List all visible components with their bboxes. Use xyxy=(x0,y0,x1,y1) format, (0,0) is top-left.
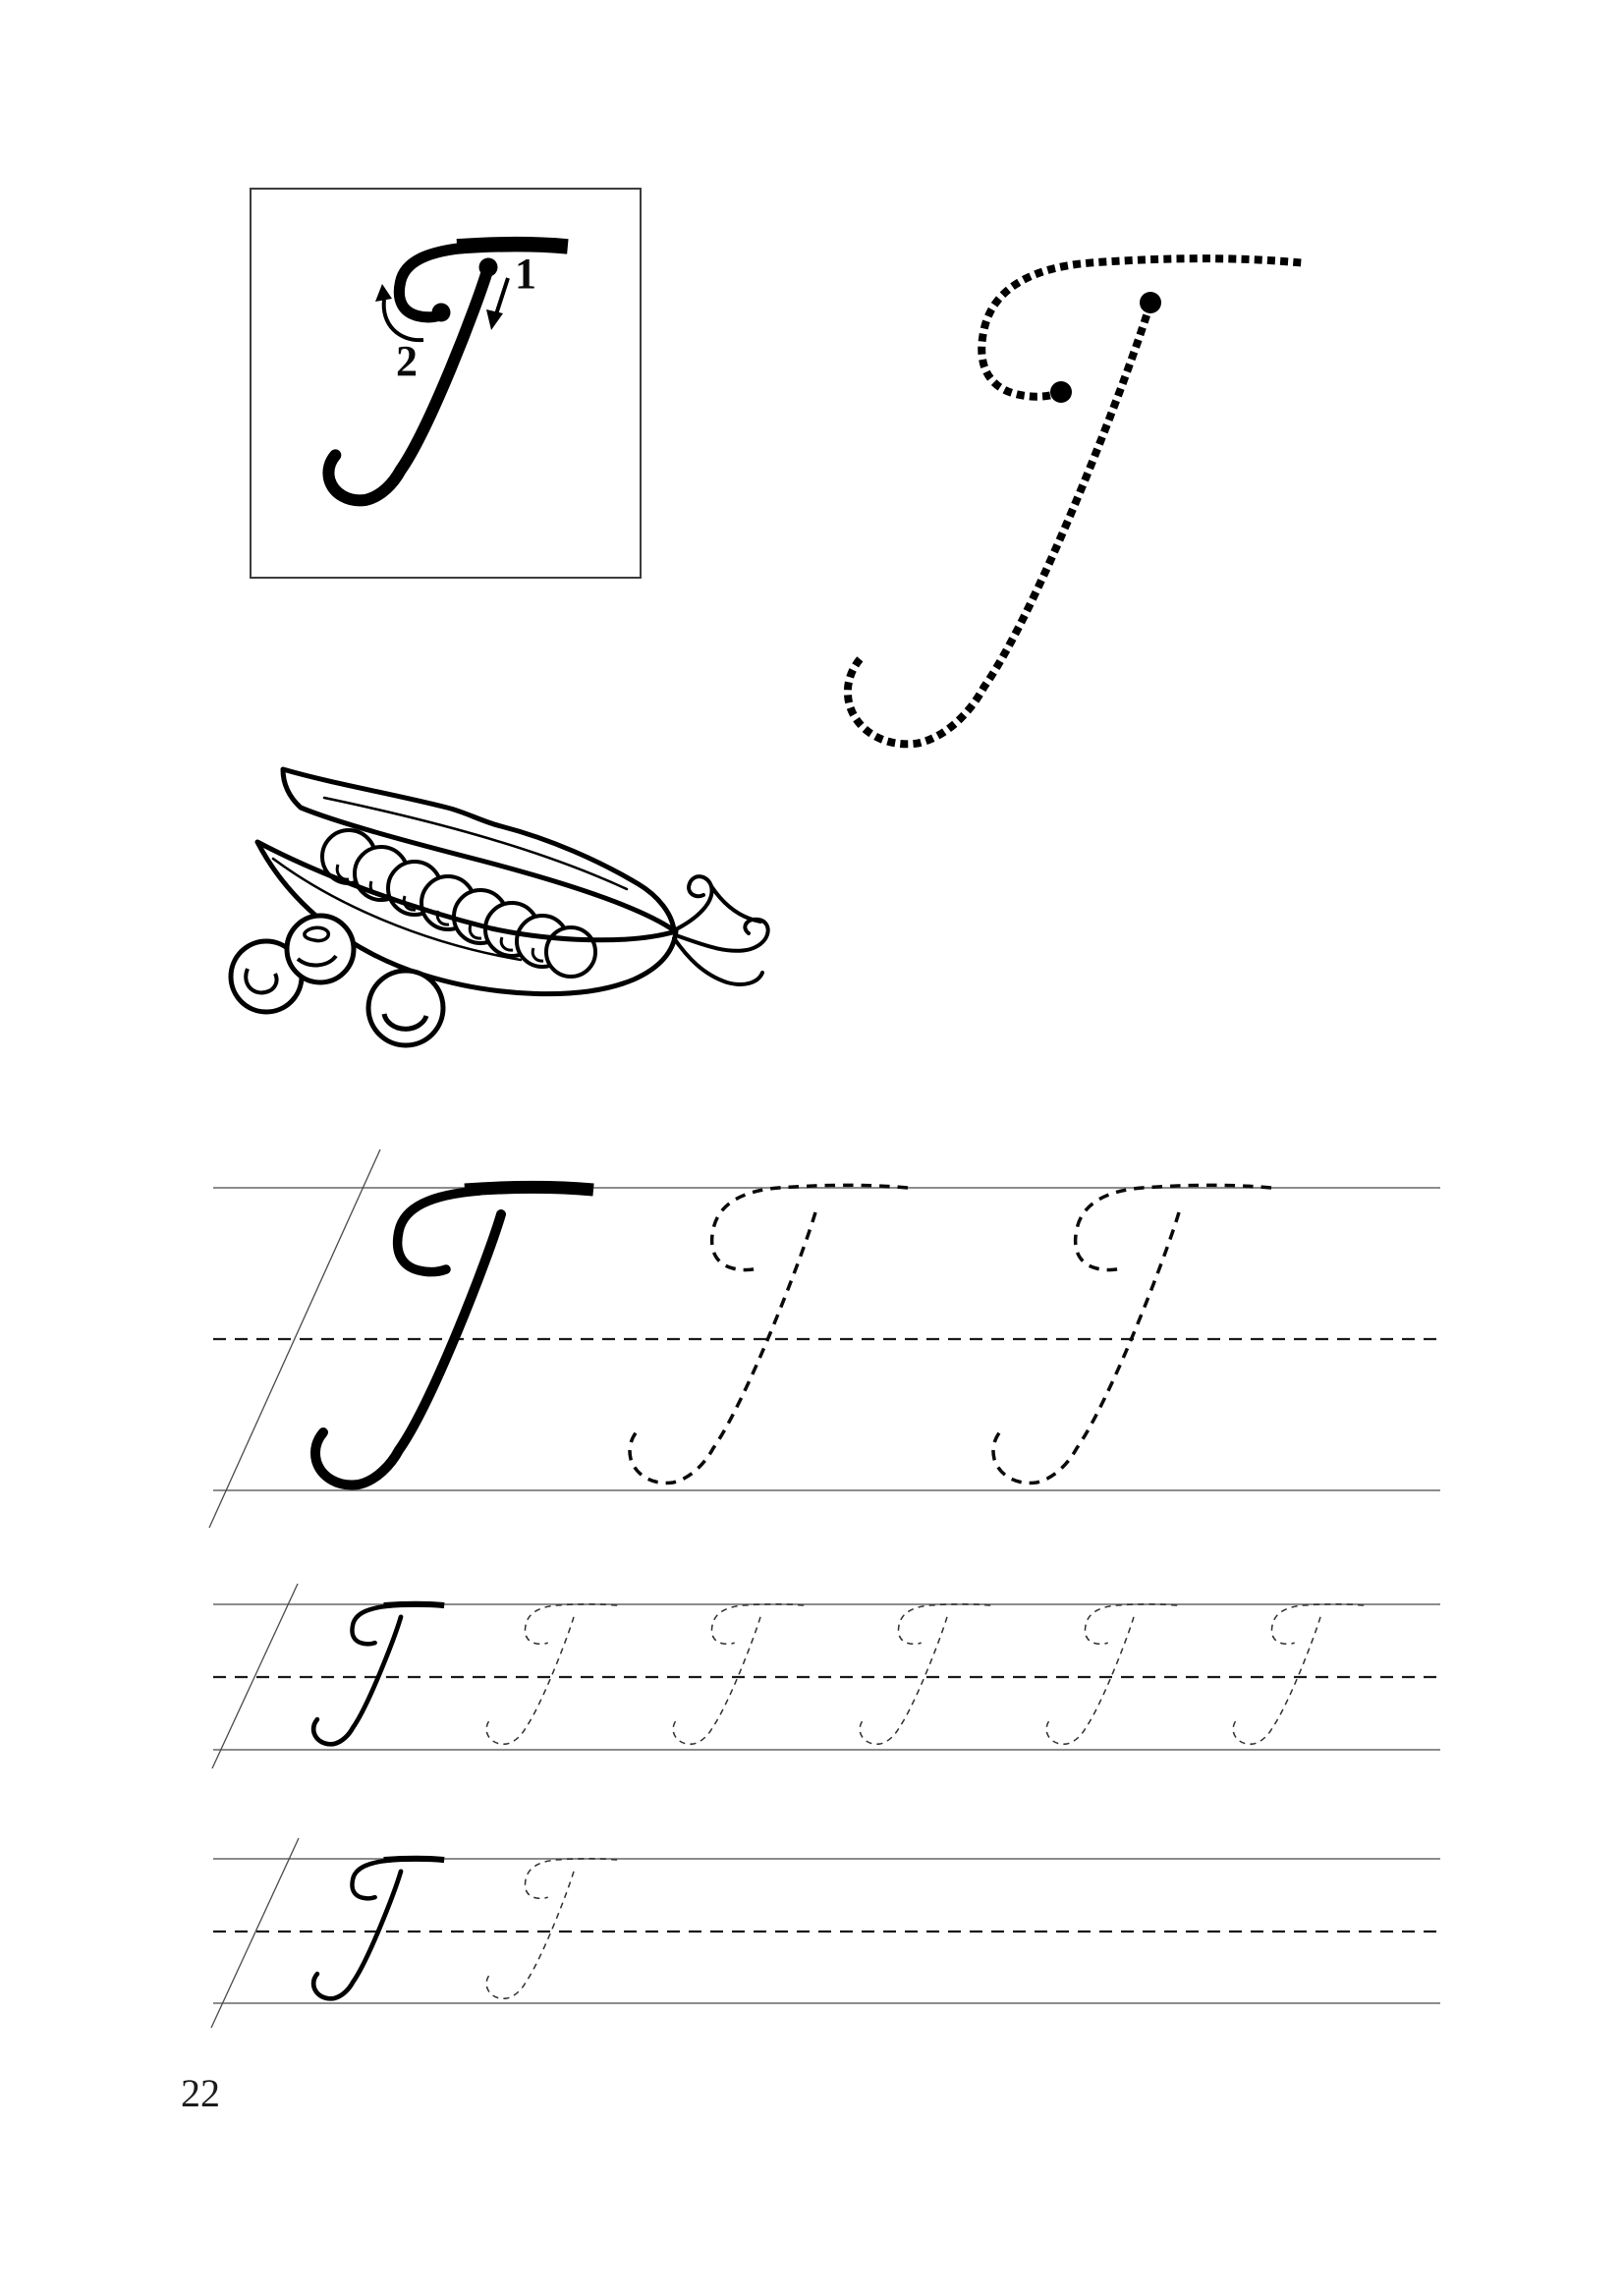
trace-letter xyxy=(486,1859,617,1998)
solid-example-letter xyxy=(315,1187,593,1484)
practice-row-medium-2 xyxy=(211,1838,1440,2028)
trace-letter xyxy=(993,1185,1271,1483)
trace-letter-large-dotted xyxy=(848,258,1301,744)
trace-letter xyxy=(860,1604,990,1744)
slant-guide-line xyxy=(211,1838,299,2028)
page-number: 22 xyxy=(181,2071,220,2115)
trace-letter xyxy=(673,1604,804,1744)
pod-tendrils xyxy=(674,876,768,984)
stroke2-number: 2 xyxy=(396,337,418,385)
loose-peas xyxy=(231,916,443,1045)
trace-letter xyxy=(486,1604,617,1744)
stroke-order-box xyxy=(251,189,641,578)
stroke1-start-dot xyxy=(1140,292,1161,313)
practice-row-large xyxy=(209,1149,1440,1528)
solid-example-letter xyxy=(313,1859,444,1998)
trace-letter xyxy=(1046,1604,1177,1744)
solid-example-letter xyxy=(313,1604,444,1744)
stroke2-start-dot xyxy=(432,304,451,322)
practice-row-medium-1 xyxy=(212,1584,1440,1768)
stroke1-start-dot xyxy=(479,258,498,277)
peas-in-pod xyxy=(322,830,595,977)
trace-letter xyxy=(1233,1604,1364,1744)
stroke1-number: 1 xyxy=(515,250,536,298)
stroke2-start-dot xyxy=(1050,381,1072,403)
peapod-illustration xyxy=(231,769,768,1045)
trace-letter xyxy=(630,1185,908,1483)
